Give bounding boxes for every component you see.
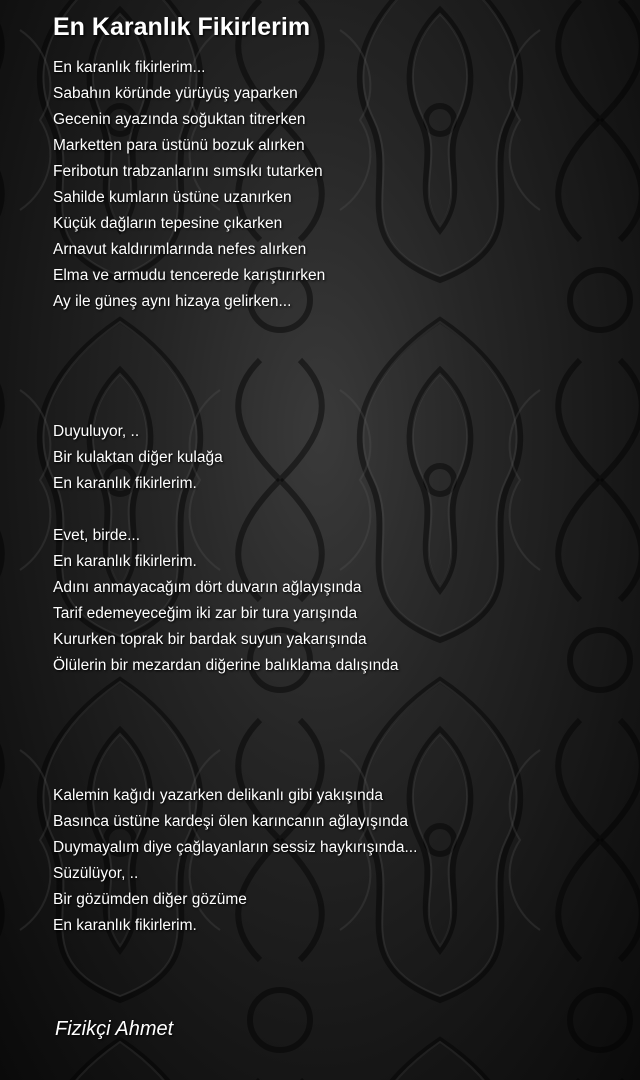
poem-blank-line bbox=[53, 705, 623, 731]
poem-line: Kururken toprak bir bardak suyun yakarışında bbox=[53, 631, 367, 648]
poem-line: Ay ile güneş aynı hizaya gelirken... bbox=[53, 293, 292, 310]
poem-body bbox=[53, 55, 623, 939]
poem-line: Ölülerin bir mezardan diğerine balıklama dalışında bbox=[53, 657, 399, 674]
poem-line: Evet, birde... bbox=[53, 527, 141, 544]
poem-blank-line bbox=[53, 367, 623, 393]
poem-blank-line bbox=[53, 731, 623, 757]
poem-blank-line bbox=[53, 497, 623, 523]
poem-line: Adını anmayacağım dört duvarın ağlayışında bbox=[53, 579, 362, 596]
poem-line: Basınca üstüne kardeşi ölen karıncanın ağlayışında bbox=[53, 813, 409, 830]
poem-line: Feribotun trabzanlarını sımsıkı tutarken bbox=[53, 163, 323, 180]
poem-title: En Karanlık Fikirlerim bbox=[53, 13, 311, 41]
poem-blank-line bbox=[53, 393, 623, 419]
poem-line: Tarif edemeyeceğim iki zar bir tura yarışında bbox=[53, 605, 358, 622]
poem-line: Duyuluyor, .. bbox=[53, 423, 140, 440]
poem-blank-line bbox=[53, 757, 623, 783]
poem-line: En karanlık fikirlerim. bbox=[53, 475, 197, 492]
poem-line: Elma ve armudu tencerede karıştırırken bbox=[53, 267, 326, 284]
poem-line: Süzülüyor, .. bbox=[53, 865, 139, 882]
poem-blank-line bbox=[53, 341, 623, 367]
poem-line: En karanlık fikirlerim. bbox=[53, 917, 197, 934]
poem-line: Marketten para üstünü bozuk alırken bbox=[53, 137, 305, 154]
poem-line: Bir gözümden diğer gözüme bbox=[53, 891, 247, 908]
poem-line: Küçük dağların tepesine çıkarken bbox=[53, 215, 283, 232]
poem-line: En karanlık fikirlerim... bbox=[53, 59, 206, 76]
poem-line: Arnavut kaldırımlarında nefes alırken bbox=[53, 241, 307, 258]
poem-line: Duymayalım diye çağlayanların sessiz haykırışında... bbox=[53, 839, 418, 856]
poem-line: Gecenin ayazında soğuktan titrerken bbox=[53, 111, 306, 128]
poem-blank-line bbox=[53, 679, 623, 705]
poem-line: Kalemin kağıdı yazarken delikanlı gibi yakışında bbox=[53, 787, 383, 804]
poem-line: Sahilde kumların üstüne uzanırken bbox=[53, 189, 292, 206]
poem-content bbox=[53, 12, 623, 939]
poem-blank-line bbox=[53, 315, 623, 341]
poem-author: Fizikçi Ahmet bbox=[55, 1018, 174, 1040]
poem-line: Bir kulaktan diğer kulağa bbox=[53, 449, 223, 466]
poem-line: Sabahın köründe yürüyüş yaparken bbox=[53, 85, 298, 102]
poem-line: En karanlık fikirlerim. bbox=[53, 553, 197, 570]
